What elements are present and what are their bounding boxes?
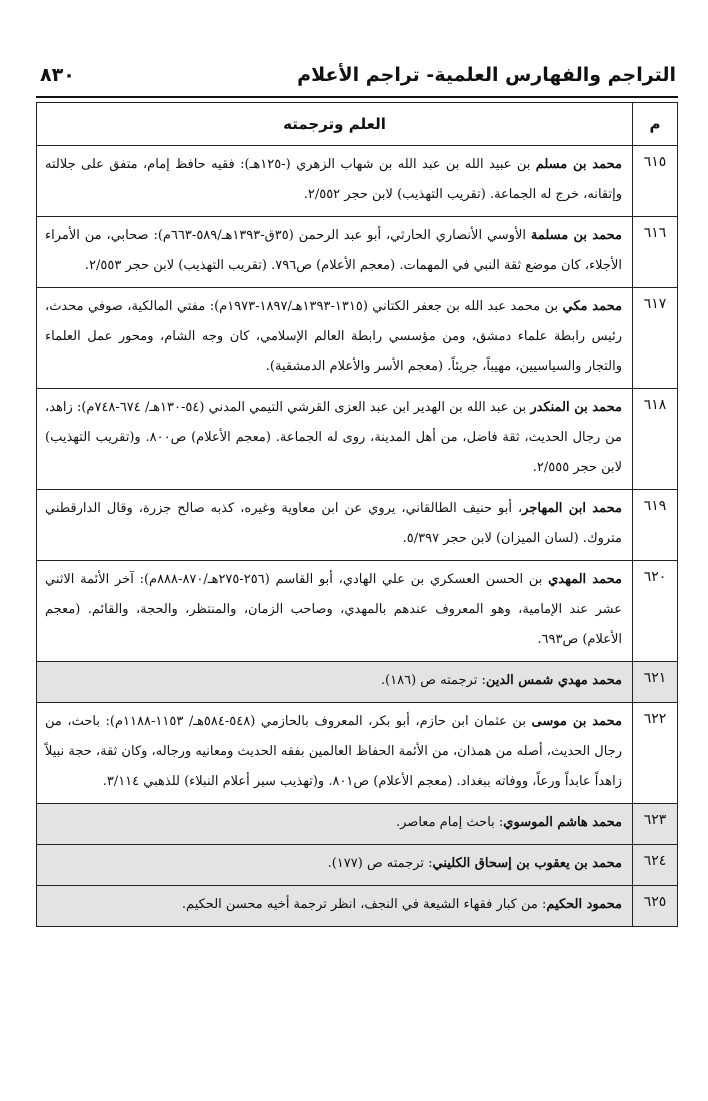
table-row <box>37 217 678 288</box>
entry-name: محمد بن موسى <box>531 714 622 729</box>
entry-biography <box>37 845 633 886</box>
table-row <box>37 288 678 389</box>
entry-text: : من كبار فقهاء الشيعة في النجف، انظر ترجمة أخيه محسن الحكيم. <box>181 897 547 912</box>
entry-biography <box>37 490 633 561</box>
entry-number: ٦١٨ <box>633 389 678 490</box>
entry-biography <box>37 662 633 703</box>
entry-text: : ترجمته ص (١٧٧). <box>327 856 433 871</box>
entry-biography <box>37 288 633 389</box>
entry-number: ٦٢٠ <box>633 561 678 662</box>
entry-number: ٦١٧ <box>633 288 678 389</box>
entry-name: محمد بن يعقوب بن إسحاق الكليني <box>432 856 622 871</box>
entry-name: محمد بن مسلمة <box>530 228 622 243</box>
table-row <box>37 490 678 561</box>
entry-text: الأوسي الأنصاري الحارثي، أبو عبد الرحمن (٣٥ق-١٣٩٣هـ/٥٨٩-٦٦٣م): صحابي، من الأمراء الأجلاء، كان موضع ثقة النبي في المهمات. (معجم الأعلام) ص٧٩٦. (تقريب التهذيب) لابن حجر ٢/٥٥٣. <box>45 228 622 273</box>
entry-name: محمد المهدي <box>548 572 622 587</box>
table-row <box>37 662 678 703</box>
entry-biography <box>37 886 633 927</box>
entry-number: ٦١٥ <box>633 146 678 217</box>
entry-biography <box>37 804 633 845</box>
entry-name: محمود الحكيم <box>546 897 622 912</box>
entry-name: محمد هاشم الموسوي <box>503 815 622 830</box>
table-row <box>37 561 678 662</box>
entry-name: محمد بن المنكدر <box>530 400 622 415</box>
running-title: التراجم والفهارس العلمية- تراجم الأعلام <box>297 64 676 86</box>
table-body <box>37 146 678 927</box>
table-row <box>37 845 678 886</box>
entry-biography <box>37 389 633 490</box>
biographies-table <box>36 102 678 927</box>
entry-text: : ترجمته ص (١٨٦). <box>380 673 486 688</box>
table-row <box>37 146 678 217</box>
column-header-number: م <box>633 103 678 146</box>
page-number: ٨٣٠ <box>40 64 75 86</box>
entry-text: بن عثمان ابن حازم، أبو بكر، المعروف بالحازمي (٥٤٨-٥٨٤هـ/ ١١٥٣-١١٨٨م): باحث، من رجال الحديث، أصله من همذان، من الأئمة الحفاظ العالمين بفقه الحديث ومعانيه ورجاله، وكان ثقة، حجة نبيلاً زاهداً عابداً ورعاً، ووفاته ببغداد. (معجم الأعلام) ص٨٠١. و(تهذيب سير أعلام النبلاء) للذهبي ٣/١١٤. <box>45 714 622 789</box>
entry-number: ٦٢٣ <box>633 804 678 845</box>
entry-text: بن عبيد الله بن عبد الله بن شهاب الزهري (-١٢٥هـ): فقيه حافظ إمام، متفق على جلالته وإتقانه، خرج له الجماعة. (تقريب التهذيب) لابن حجر ٢/٥٥٢. <box>45 157 622 202</box>
entry-biography <box>37 217 633 288</box>
entry-biography <box>37 561 633 662</box>
entry-biography <box>37 703 633 804</box>
entry-text: ، أبو حنيف الطالقاني، يروي عن ابن معاوية وغيره، كذبه صالح جزرة، وقال الدارقطني متروك. (لسان الميزان) لابن حجر ٥/٣٩٧. <box>45 501 622 546</box>
entry-text: بن محمد عبد الله بن جعفر الكتاني (١٣١٥-١٣٩٣هـ/١٨٩٧-١٩٧٣م): مفتي المالكية، صوفي محدث، رئيس رابطة علماء دمشق، ومن مؤسسي رابطة العالم الإسلامي، كان وجه الشام، ومحور عمل العلماء والتجار والسياسيين، مهيباً، جريئاً. (معجم الأسر والأعلام الدمشقية). <box>45 299 622 374</box>
entry-number: ٦١٩ <box>633 490 678 561</box>
entry-name: محمد مكي <box>562 299 622 314</box>
entry-number: ٦٢١ <box>633 662 678 703</box>
header-rule <box>36 96 678 98</box>
entry-text: بن عبد الله بن الهدير ابن عبد العزى القرشي التيمي المدني (٥٤-١٣٠هـ/ ٦٧٤-٧٤٨م): زاهد، من رجال الحديث، ثقة فاضل، من أهل المدينة، روى له الجماعة. (معجم الأعلام) ص٨٠٠. و(تقريب التهذيب) لابن حجر ٢/٥٥٥. <box>45 400 622 475</box>
column-header-biography: العلم وترجمته <box>37 103 633 146</box>
table-row <box>37 703 678 804</box>
table-header-row <box>37 103 678 146</box>
entry-number: ٦٢٥ <box>633 886 678 927</box>
page-header <box>36 60 676 94</box>
table-row <box>37 804 678 845</box>
entry-number: ٦٢٤ <box>633 845 678 886</box>
entry-name: محمد بن مسلم <box>535 157 622 172</box>
entry-text: بن الحسن العسكري بن علي الهادي، أبو القاسم (٢٥٦-٢٧٥هـ/٨٧٠-٨٨٨م): آخر الأئمة الاثني عشر عند الإمامية، وهو المعروف عندهم بالمهدي، وصاحب الزمان، والمنتظر، والحجة، والقائم. (معجم الأعلام) ص٦٩٣. <box>45 572 622 647</box>
entry-number: ٦١٦ <box>633 217 678 288</box>
table-row <box>37 389 678 490</box>
entry-name: محمد مهدي شمس الدين <box>485 673 622 688</box>
entry-number: ٦٢٢ <box>633 703 678 804</box>
table-row <box>37 886 678 927</box>
entry-text: : باحث إمام معاصر. <box>396 815 504 830</box>
entry-name: محمد ابن المهاجر <box>522 501 623 516</box>
entry-biography <box>37 146 633 217</box>
